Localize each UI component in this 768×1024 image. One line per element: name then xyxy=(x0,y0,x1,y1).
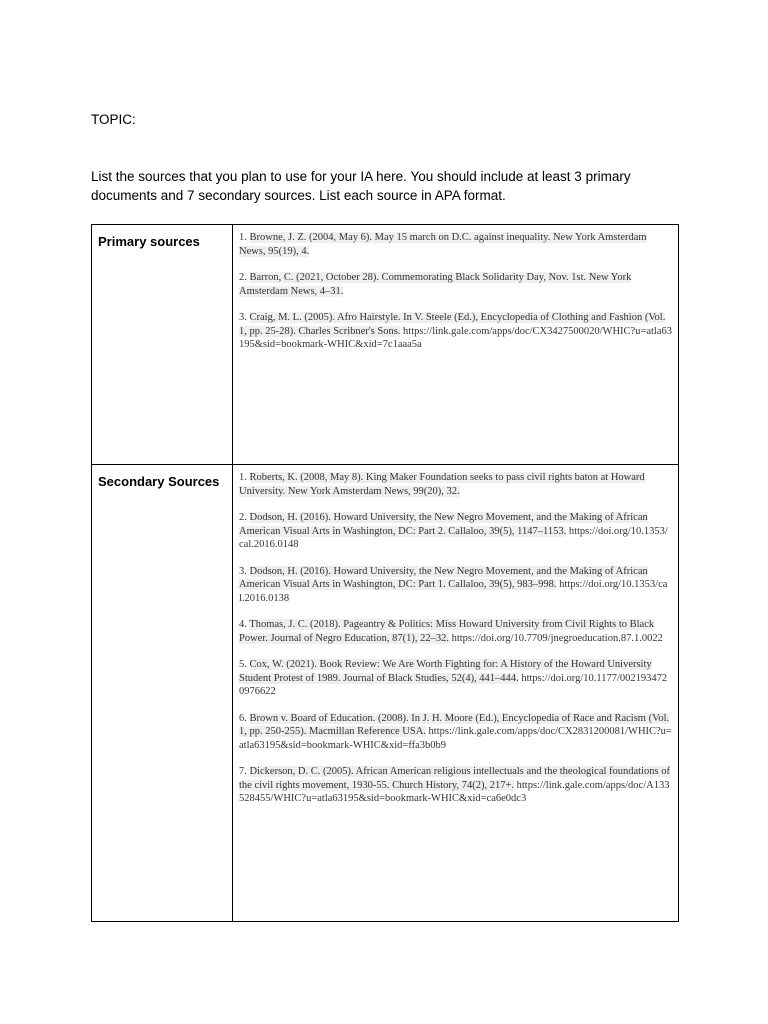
citation-text: Dodson, H. (2016). Howard University, the New Negro Movement, and the Making of African American Visual Arts in Washington, DC: Part 1. Callaloo, 39(5), 983–998. xyxy=(239,565,648,590)
topic-label: TOPIC: xyxy=(91,112,136,127)
secondary-source-entry xyxy=(239,471,672,498)
secondary-list-cell[interactable] xyxy=(233,465,679,922)
secondary-source-entry xyxy=(239,565,672,606)
secondary-sources-heading: Secondary Sources xyxy=(98,474,220,489)
primary-source-list xyxy=(233,225,678,352)
primary-sources-row xyxy=(92,225,679,465)
secondary-source-entry xyxy=(239,765,672,806)
citation-text: Roberts, K. (2008, May 8). King Maker Foundation seeks to pass civil rights baton at Howard University. New York Amsterdam News, 99(20), 32. xyxy=(239,472,645,497)
citation-url: https://link.gale.com/apps/doc/CX2831200081/WHIC?u=atla63195&sid=bookmark-WHIC&xid=ffa3b0b9 xyxy=(239,726,672,751)
primary-source-entry xyxy=(239,231,672,258)
entry-number: 1. xyxy=(239,232,250,243)
primary-source-entry xyxy=(239,271,672,298)
citation-text: Browne, J. Z. (2004, May 6). May 15 march on D.C. against inequality. New York Amsterdam News, 95(19), 4. xyxy=(239,232,647,257)
entry-number: 5. xyxy=(239,659,250,670)
entry-number: 2. xyxy=(239,272,250,283)
entry-number: 4. xyxy=(239,619,250,630)
primary-sources-heading: Primary sources xyxy=(98,234,200,249)
citation-url: https://doi.org/10.7709/jnegroeducation.87.1.0022 xyxy=(451,632,663,644)
primary-source-entry xyxy=(239,311,672,352)
entry-number: 1. xyxy=(239,472,250,483)
citation-text: Dodson, H. (2016). Howard University, the New Negro Movement, and the Making of African American Visual Arts in Washington, DC: Part 2. Callaloo, 39(5), 1147–1153. xyxy=(239,512,648,537)
citation-text: Dickerson, D. C. (2005). African American religious intellectuals and the theological foundations of the civil rights movement, 1930-55. Church History, 74(2), 217+. xyxy=(239,766,670,791)
secondary-source-entry xyxy=(239,618,672,645)
secondary-source-entry xyxy=(239,511,672,552)
citation-text: Thomas, J. C. (2018). Pageantry & Politics: Miss Howard University from Civil Rights to Black Power. Journal of Negro Education, 87(1), 22–32. xyxy=(239,619,655,644)
primary-list-cell[interactable] xyxy=(233,225,679,465)
secondary-sources-row xyxy=(92,465,679,922)
entry-number: 3. xyxy=(239,312,250,323)
secondary-heading-cell xyxy=(92,465,233,922)
primary-heading-cell xyxy=(92,225,233,465)
instructions-body: List the sources that you plan to use for your IA here. You should include at least 3 primary documents and 7 secondary sources. List each source in APA format xyxy=(91,169,631,203)
secondary-source-entry xyxy=(239,712,672,753)
citation-url: https://link.gale.com/apps/doc/CX3427500020/WHIC?u=atla63195&sid=bookmark-WHIC&xid=7c1aaa5a xyxy=(239,325,673,350)
sources-table xyxy=(91,224,679,922)
secondary-source-list xyxy=(233,465,678,806)
citation-text: Brown v. Board of Education. (2008). In J. H. Moore (Ed.), Encyclopedia of Race and Racism (Vol. 1, pp. 250-255). Macmillan Reference USA. xyxy=(239,712,670,737)
citation-url: https://doi.org/10.1353/cal.2016.0138 xyxy=(239,579,668,604)
entry-number: 7. xyxy=(239,766,250,777)
instructions-text xyxy=(91,167,681,205)
citation-url: https://doi.org/10.1353/cal.2016.0148 xyxy=(239,525,668,550)
instructions-end: . xyxy=(501,188,506,203)
citation-text: Craig, M. L. (2005). Afro Hairstyle. In V. Steele (Ed.), Encyclopedia of Clothing and Fashion (Vol. 1, pp. 25-28). Charles Scribner's Sons. xyxy=(239,312,666,337)
entry-number: 6. xyxy=(239,712,250,724)
entry-number: 2. xyxy=(239,512,250,523)
citation-url: https://link.gale.com/apps/doc/A133528455/WHIC?u=atla63195&sid=bookmark-WHIC&xid=ca6e0dc3 xyxy=(239,779,670,804)
entry-number: 3. xyxy=(239,565,250,577)
citation-text: Barron, C. (2021, October 28). Commemorating Black Solidarity Day, Nov. 1st. New York Amsterdam News, 4–31. xyxy=(239,272,632,297)
citation-url: https://doi.org/10.1177/0021934720976622 xyxy=(239,672,668,697)
citation-text: Cox, W. (2021). Book Review: We Are Worth Fighting for: A History of the Howard University Student Protest of 1989. Journal of Black Studies, 52(4), 441–444. xyxy=(239,659,652,684)
secondary-source-entry xyxy=(239,658,672,699)
